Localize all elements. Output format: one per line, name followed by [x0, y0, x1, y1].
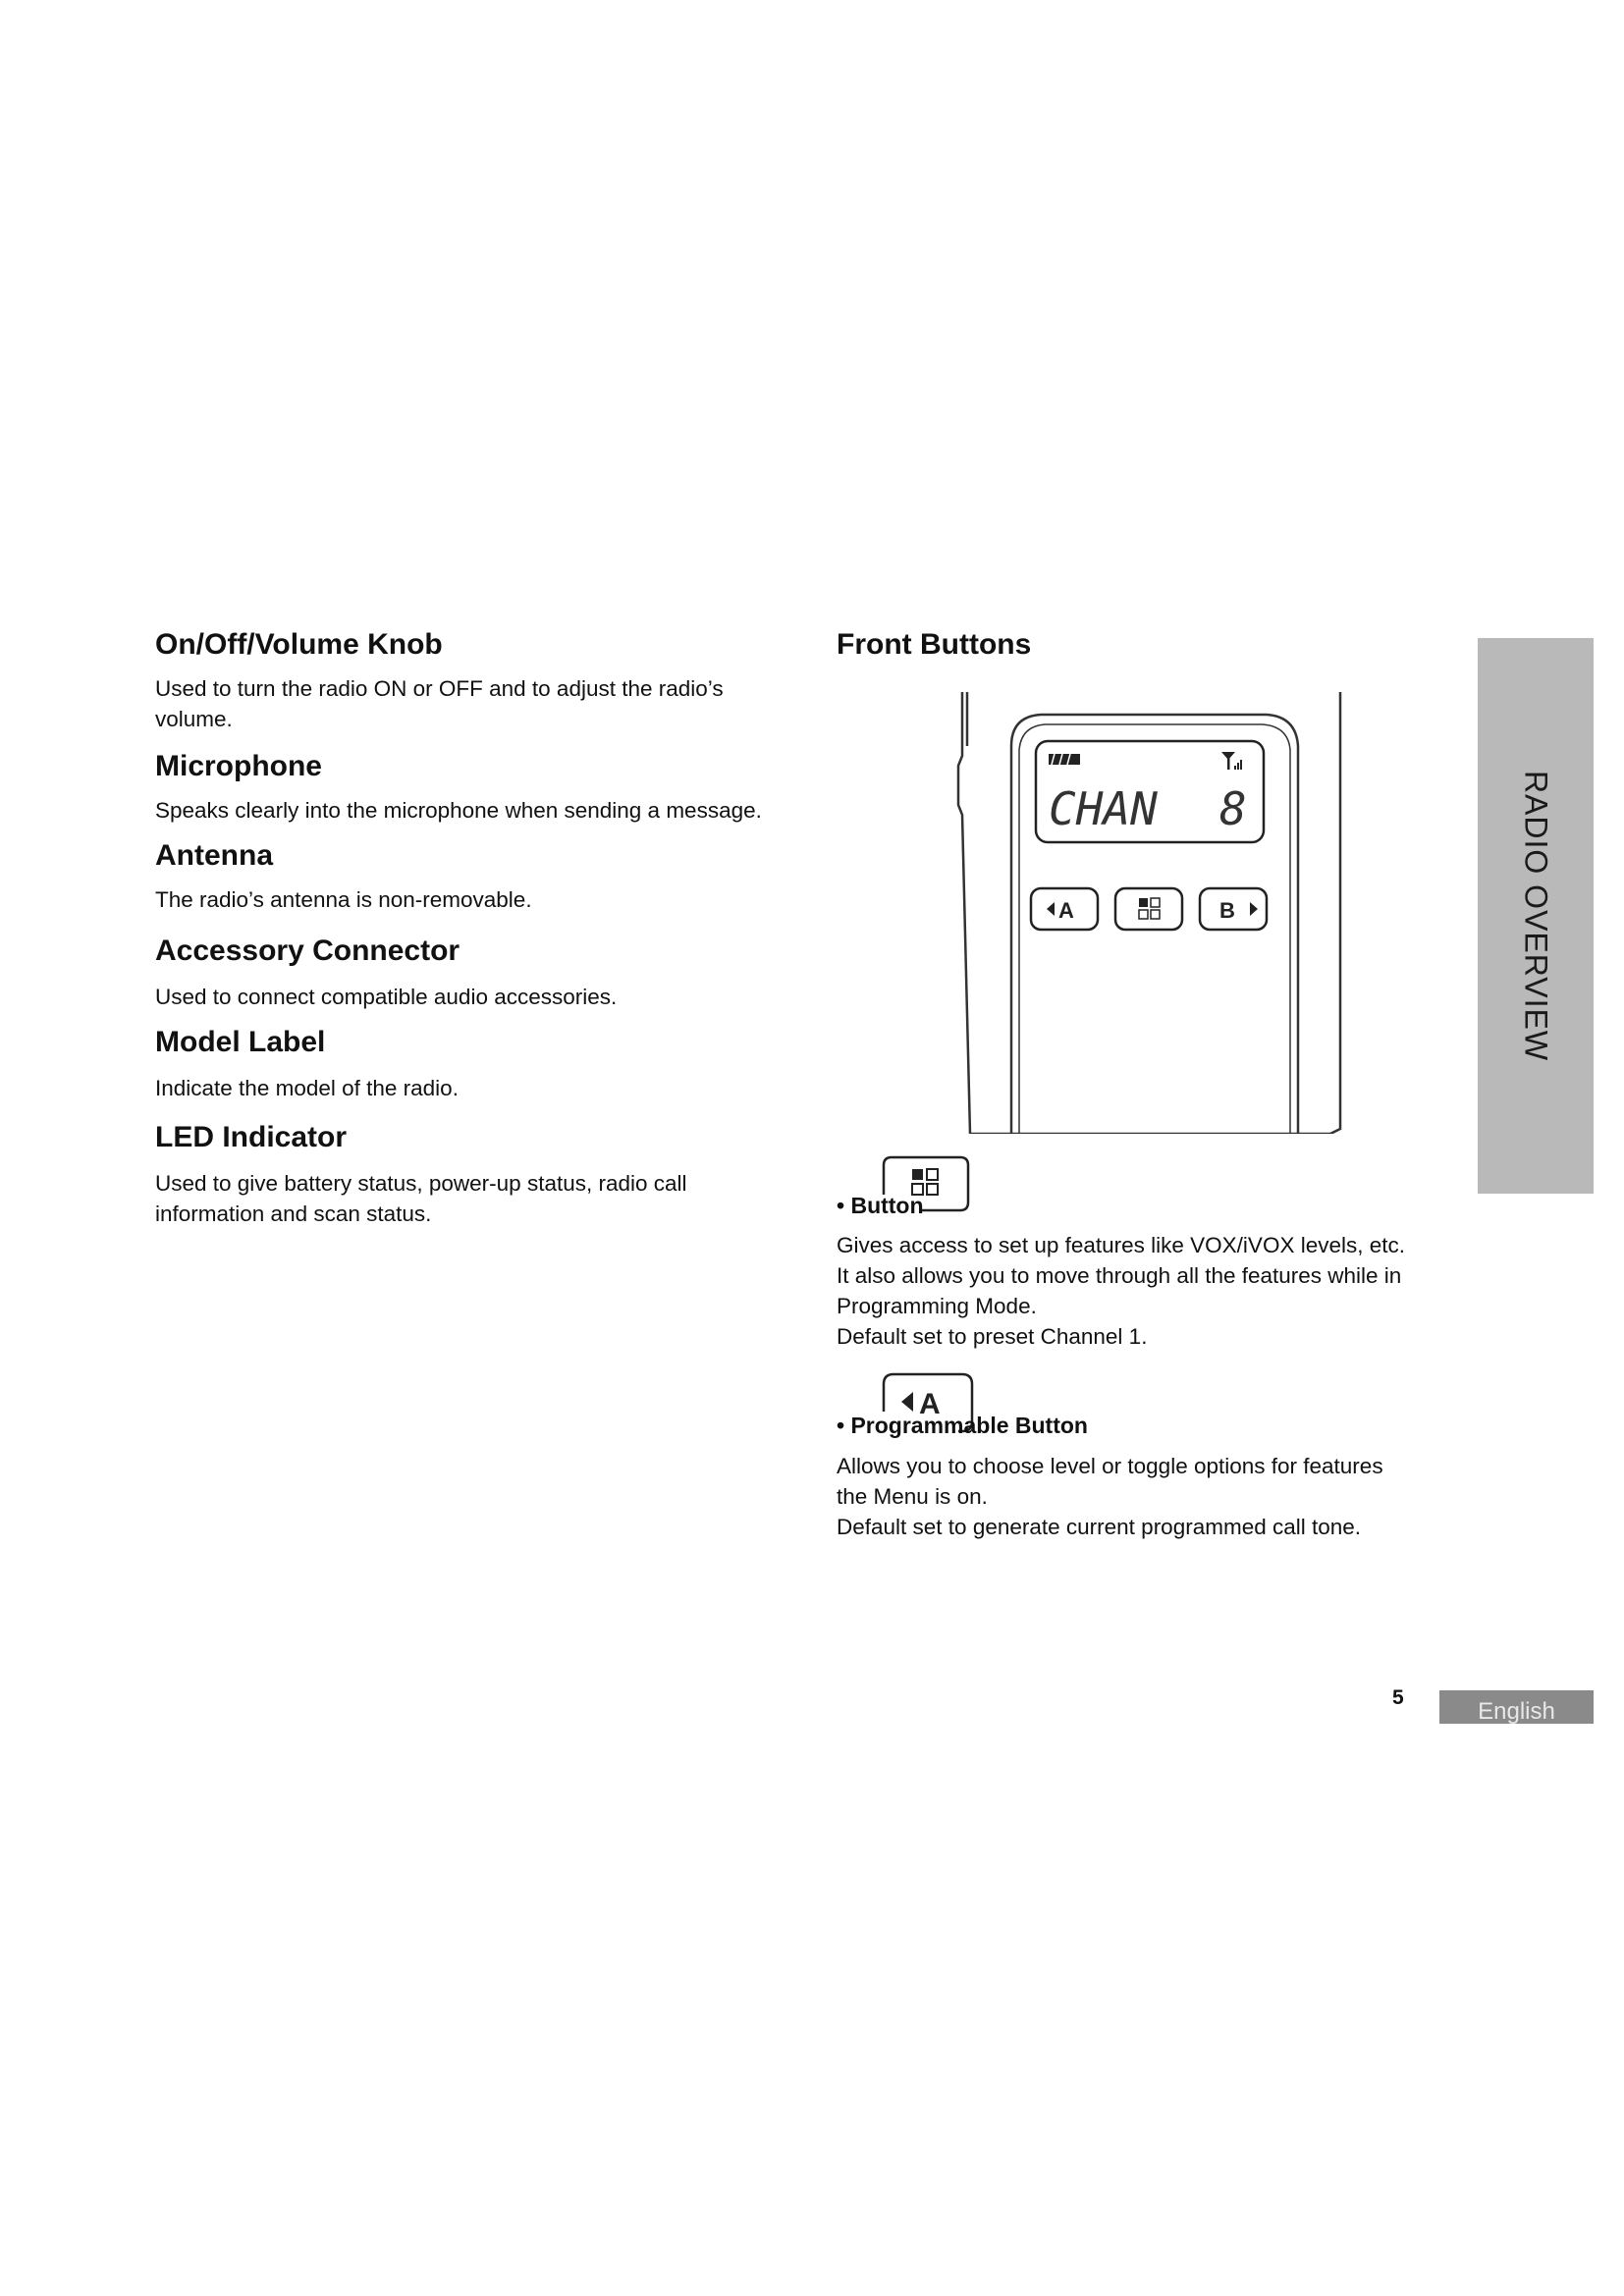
a-button-label: A [1058, 898, 1074, 923]
b-button[interactable] [1200, 888, 1267, 930]
left-column [155, 628, 784, 1229]
section-heading-led-indicator: LED Indicator [155, 1121, 348, 1153]
section-text-antenna: The radio’s antenna is non-removable. [155, 887, 532, 912]
page-number: 5 [1392, 1686, 1404, 1709]
programmable-button-description [837, 1451, 1485, 1542]
menu-button-label: Button [850, 1193, 924, 1218]
programmable-line-2: the Menu is on. [837, 1484, 988, 1509]
section-heading-antenna: Antenna [155, 839, 273, 872]
battery-icon [1049, 754, 1080, 765]
menu-line-3: Programming Mode. [837, 1294, 1037, 1318]
section-text-led-indicator: Used to give battery status, power-up status, radio call information and scan status. [155, 1171, 687, 1226]
section-tab [1478, 638, 1594, 1194]
section-heading-volume-knob: On/Off/Volume Knob [155, 628, 443, 661]
section-tab-label: RADIO OVERVIEW [1518, 770, 1554, 1062]
menu-line-4: Default set to preset Channel 1. [837, 1324, 1148, 1349]
programmable-icon-letter: A [919, 1388, 941, 1420]
menu-button[interactable] [1115, 888, 1182, 930]
section-heading-model-label: Model Label [155, 1026, 326, 1058]
section-text-volume-knob: Used to turn the radio ON or OFF and to adjust the radio’s volume. [155, 676, 724, 731]
section-text-model-label: Indicate the model of the radio. [155, 1076, 459, 1100]
menu-line-2: It also allows you to move through all the features while in [837, 1263, 1402, 1288]
menu-button-title [837, 1191, 924, 1220]
language-tab: English [1439, 1690, 1594, 1724]
programmable-button-label: Programmable Button [850, 1413, 1088, 1438]
lcd-chan-text: CHAN [1049, 782, 1158, 835]
lcd-channel-number: 8 [1219, 782, 1247, 835]
radio-front-illustration [943, 687, 1355, 1134]
bullet: • [837, 1193, 845, 1218]
section-text-accessory-connector: Used to connect compatible audio accessories. [155, 985, 618, 1009]
section-text-microphone: Speaks clearly into the microphone when sending a message. [155, 798, 762, 823]
programmable-line-1: Allows you to choose level or toggle options for features [837, 1454, 1383, 1478]
front-buttons-heading: Front Buttons [837, 628, 1032, 661]
section-heading-microphone: Microphone [155, 750, 322, 782]
bullet: • [837, 1413, 845, 1438]
b-button-label: B [1219, 898, 1235, 923]
menu-button-description [837, 1230, 1485, 1352]
menu-line-1: Gives access to set up features like VOX/iVOX levels, etc. [837, 1233, 1405, 1257]
a-button[interactable] [1031, 888, 1098, 930]
programmable-line-3: Default set to generate current programmed call tone. [837, 1515, 1362, 1539]
programmable-button-title [837, 1411, 1088, 1440]
section-heading-accessory-connector: Accessory Connector [155, 934, 460, 967]
